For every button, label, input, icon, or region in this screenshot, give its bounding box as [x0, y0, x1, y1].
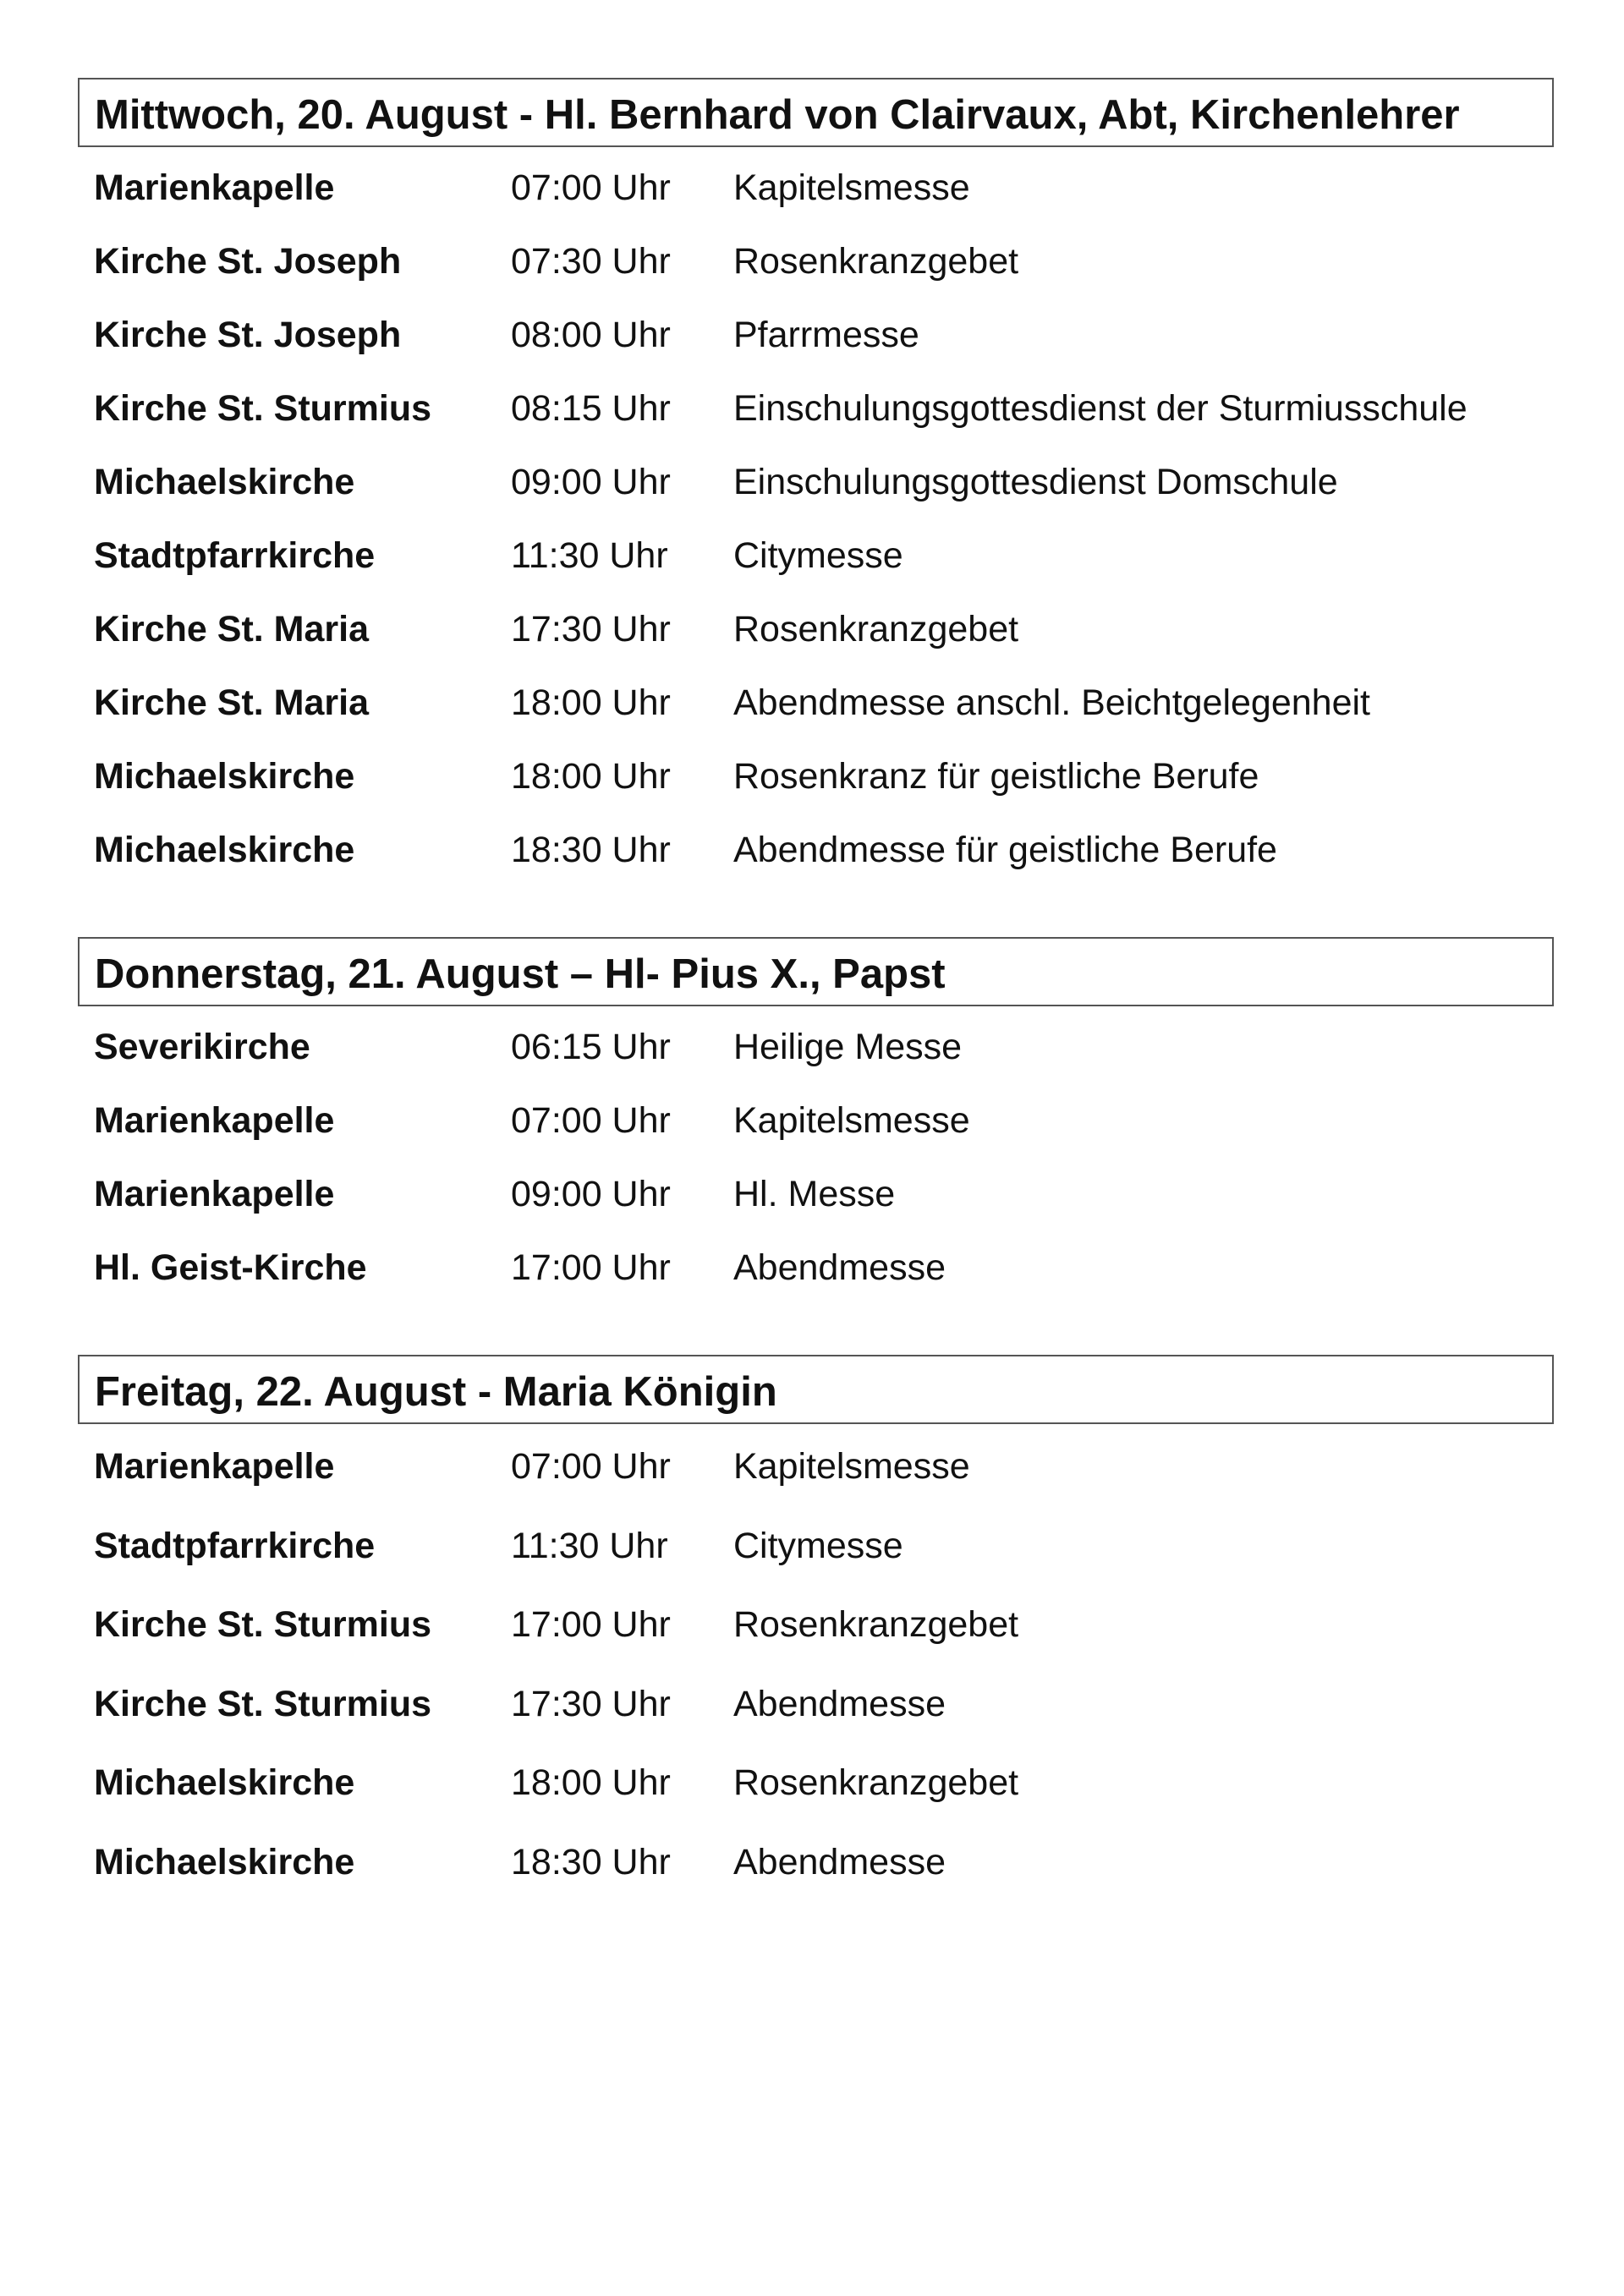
day-section-wednesday [78, 78, 1554, 900]
schedule-row [78, 826, 1554, 900]
day-header: Donnerstag, 21. August – Hl- Pius X., Papst [78, 937, 1554, 1006]
place-name: Marienkapelle [94, 167, 335, 208]
service-time: 07:00 Uhr [511, 1100, 671, 1141]
schedule-row [78, 238, 1554, 311]
service-description: Abendmesse anschl. Beichtgelegenheit [733, 682, 1371, 723]
service-description: Hl. Messe [733, 1174, 896, 1214]
service-description: Pfarrmesse [733, 315, 919, 355]
schedule-row [78, 1680, 1554, 1760]
schedule-row [78, 532, 1554, 606]
service-description: Kapitelsmesse [733, 167, 970, 208]
place-name: Marienkapelle [94, 1174, 335, 1214]
place-name: Kirche St. Sturmius [94, 1683, 432, 1724]
schedule-row [78, 1097, 1554, 1170]
service-description: Einschulungsgottesdienst der Sturmiusschule [733, 388, 1468, 429]
place-name: Marienkapelle [94, 1446, 335, 1487]
day-section-thursday [78, 937, 1554, 1318]
service-description: Heilige Messe [733, 1027, 963, 1067]
schedule-row [78, 1244, 1554, 1318]
schedule-row [78, 1522, 1554, 1602]
service-description: Einschulungsgottesdienst Domschule [733, 462, 1338, 502]
service-time: 17:00 Uhr [511, 1604, 671, 1645]
service-time: 09:00 Uhr [511, 1174, 671, 1214]
service-time: 17:30 Uhr [511, 1683, 671, 1724]
service-time: 17:30 Uhr [511, 609, 671, 649]
schedule-row [78, 679, 1554, 753]
service-description: Abendmesse [733, 1841, 946, 1882]
service-time: 07:30 Uhr [511, 241, 671, 282]
schedule-row [78, 753, 1554, 826]
schedule-row [78, 1838, 1554, 1918]
schedule-row [78, 311, 1554, 385]
place-name: Kirche St. Maria [94, 609, 369, 649]
place-name: Michaelskirche [94, 462, 355, 502]
place-name: Kirche St. Joseph [94, 315, 402, 355]
day-header: Mittwoch, 20. August - Hl. Bernhard von Clairvaux, Abt, Kirchenlehrer [78, 78, 1554, 147]
place-name: Michaelskirche [94, 830, 355, 870]
place-name: Severikirche [94, 1027, 310, 1067]
schedule-row [78, 1601, 1554, 1680]
schedule-list [78, 164, 1554, 900]
place-name: Kirche St. Joseph [94, 241, 402, 282]
service-description: Rosenkranzgebet [733, 609, 1019, 649]
schedule-list [78, 1023, 1554, 1318]
place-name: Stadtpfarrkirche [94, 1525, 376, 1566]
schedule-row [78, 1170, 1554, 1244]
place-name: Stadtpfarrkirche [94, 535, 376, 576]
service-description: Citymesse [733, 1525, 903, 1566]
schedule-list [78, 1443, 1554, 1917]
service-time: 07:00 Uhr [511, 1446, 671, 1487]
service-description: Kapitelsmesse [733, 1446, 970, 1487]
service-time: 18:00 Uhr [511, 1762, 671, 1803]
place-name: Michaelskirche [94, 1762, 355, 1803]
service-time: 06:15 Uhr [511, 1027, 671, 1067]
service-time: 07:00 Uhr [511, 167, 671, 208]
service-time: 08:15 Uhr [511, 388, 671, 429]
service-description: Kapitelsmesse [733, 1100, 970, 1141]
schedule-row [78, 1443, 1554, 1522]
place-name: Hl. Geist-Kirche [94, 1247, 367, 1288]
service-time: 18:00 Uhr [511, 756, 671, 797]
place-name: Marienkapelle [94, 1100, 335, 1141]
schedule-row [78, 1023, 1554, 1097]
service-description: Abendmesse für geistliche Berufe [733, 830, 1277, 870]
service-time: 18:30 Uhr [511, 830, 671, 870]
service-time: 17:00 Uhr [511, 1247, 671, 1288]
schedule-row [78, 1759, 1554, 1838]
place-name: Michaelskirche [94, 756, 355, 797]
place-name: Kirche St. Maria [94, 682, 369, 723]
service-time: 18:00 Uhr [511, 682, 671, 723]
service-description: Abendmesse [733, 1683, 946, 1724]
service-time: 08:00 Uhr [511, 315, 671, 355]
schedule-row [78, 164, 1554, 238]
schedule-row [78, 458, 1554, 532]
schedule-row [78, 385, 1554, 458]
service-description: Rosenkranzgebet [733, 1762, 1019, 1803]
service-time: 11:30 Uhr [511, 535, 668, 576]
service-description: Rosenkranzgebet [733, 241, 1019, 282]
day-section-friday [78, 1355, 1554, 1917]
service-time: 18:30 Uhr [511, 1841, 671, 1882]
day-header: Freitag, 22. August - Maria Königin [78, 1355, 1554, 1424]
place-name: Michaelskirche [94, 1841, 355, 1882]
service-description: Rosenkranz für geistliche Berufe [733, 756, 1259, 797]
service-description: Abendmesse [733, 1247, 946, 1288]
service-time: 11:30 Uhr [511, 1525, 668, 1566]
place-name: Kirche St. Sturmius [94, 388, 432, 429]
service-description: Rosenkranzgebet [733, 1604, 1019, 1645]
service-description: Citymesse [733, 535, 903, 576]
service-time: 09:00 Uhr [511, 462, 671, 502]
place-name: Kirche St. Sturmius [94, 1604, 432, 1645]
schedule-row [78, 606, 1554, 679]
